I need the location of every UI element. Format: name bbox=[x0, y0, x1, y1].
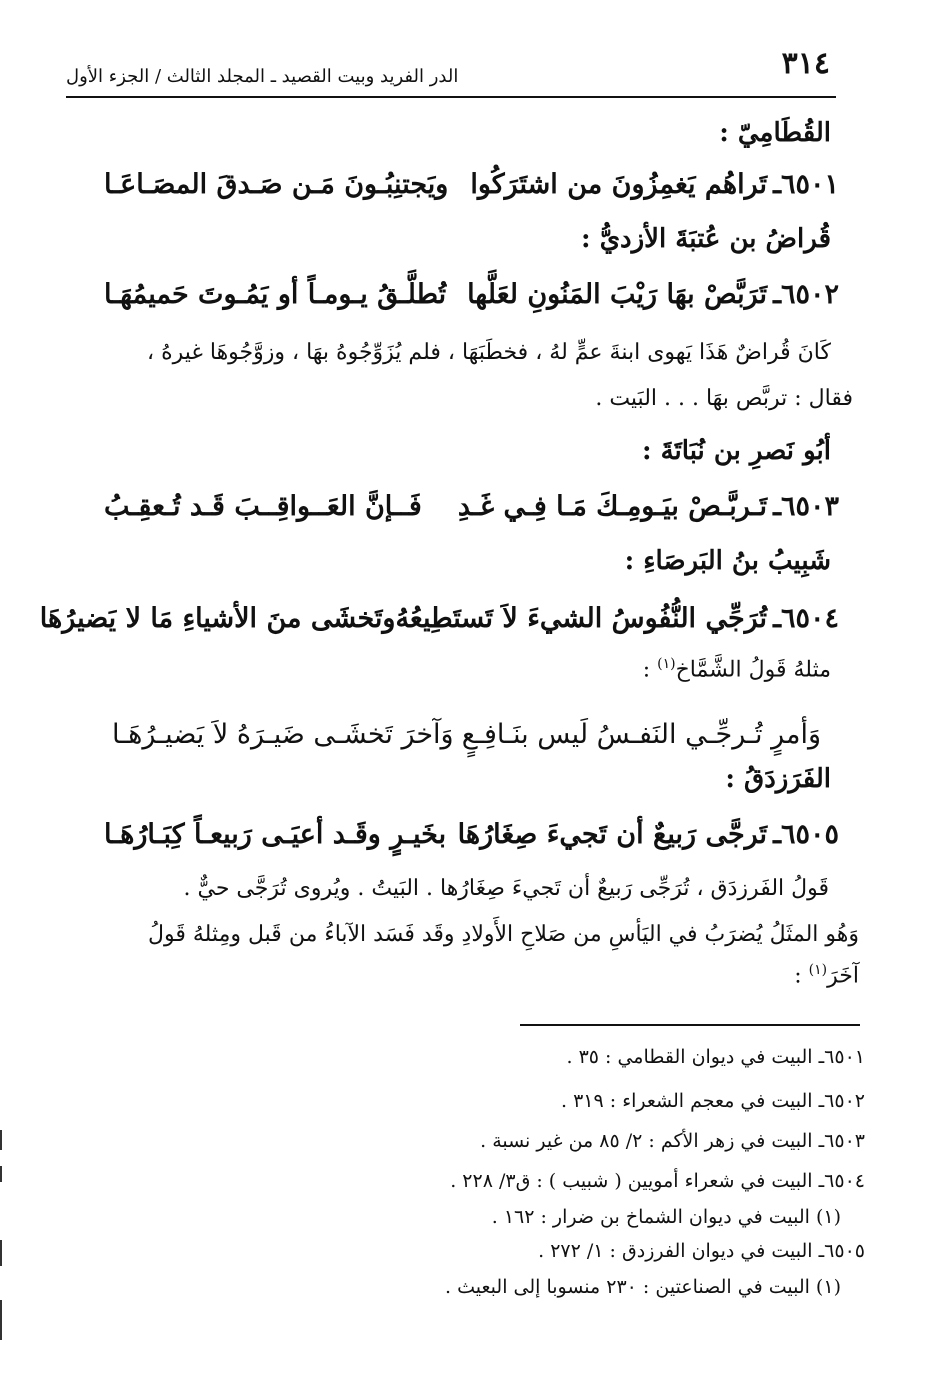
verse-second-hemistich: وَآخرَ تَخشَـى ضَيـرَهُ لاَ يَضيـرُهَـا bbox=[112, 718, 454, 750]
footnote: ٦٥٠٢ـ البيت في معجم الشعراء : ٣١٩ . bbox=[561, 1090, 865, 1112]
footnote: (١) البيت في الصناعتين : ٢٣٠ منسوبا إلى البعيث . bbox=[445, 1276, 841, 1298]
entry-number: ٦٥٠٤ـ bbox=[773, 602, 839, 634]
verse-6503 bbox=[104, 482, 839, 530]
verse-second-hemistich: بخَيـرٍ وقَـد أعيَـى رَبيعـاً كِبَـارُهَـا bbox=[104, 818, 447, 850]
verse-second-hemistich: تُطلَّـقُ يـومـاً أو يَمُـوتَ حَميمُهَـا bbox=[104, 278, 447, 310]
header-rule bbox=[66, 96, 836, 98]
hemistich-text: تَرَبَّصْ بهَا رَيْبَ المَنُونِ لعَلَّها bbox=[467, 278, 768, 310]
verse-6502 bbox=[104, 270, 839, 318]
verse-second-hemistich: فَــإنَّ العَــواقِــبَ قَـد تُـعقِـبُ bbox=[104, 490, 422, 522]
colon: : bbox=[642, 657, 651, 683]
verse-6504 bbox=[39, 594, 839, 642]
mithl-line bbox=[643, 656, 831, 682]
commentary-word: آخَرَ bbox=[827, 963, 859, 989]
scan-margin-mark bbox=[0, 1130, 2, 1150]
verse-first-hemistich bbox=[467, 279, 839, 310]
footnote-marker: (١) bbox=[808, 962, 828, 978]
entry-number: ٦٥٠٥ـ bbox=[773, 818, 839, 850]
verse-second-hemistich: ويَجتنِبُـونَ مَـن صَـدقَ المصَـاعَـا bbox=[104, 168, 449, 200]
footnote-rule bbox=[520, 1024, 860, 1026]
poet-name: قُراضُ بن عُتبَةَ الأزديُّ : bbox=[581, 224, 831, 254]
scan-margin-mark bbox=[0, 1166, 2, 1182]
hemistich-text: تَراهُم يَغمِزُونَ من اشتَرَكُوا bbox=[470, 168, 768, 200]
footnote: ٦٥٠٥ـ البيت في ديوان الفرزدق : ١/ ٢٧٢ . bbox=[538, 1240, 865, 1262]
verse-second-hemistich: وتَخشَى منَ الأشياءِ مَا لا يَضيرُهَا bbox=[39, 602, 396, 634]
entry-number: ٦٥٠١ـ bbox=[773, 168, 839, 200]
footnote: (١) البيت في ديوان الشماخ بن ضرار : ١٦٢ . bbox=[491, 1206, 841, 1228]
verse-6501 bbox=[104, 160, 839, 208]
verse-first-hemistich bbox=[458, 819, 839, 850]
poet-name: أبُو نَصرِ بن نُبَاتَةَ : bbox=[641, 436, 831, 466]
verse-shammakh bbox=[112, 710, 821, 758]
hemistich-text: تَـربَّـصْ بيَـومِـكَ مَـا فِـي غَـدِ bbox=[457, 490, 768, 522]
footnote: ٦٥٠٤ـ البيت في شعراء أمويين ( شبيب ) : ق٣/ ٢٢٨ . bbox=[450, 1170, 865, 1192]
commentary-line: وَهُو المثَلُ يُضرَبُ في اليَأسِ من صَلاحِ الأَولادِ وقَد فَسَد الآباءُ من قَبل ومِثلهُ قَولُ bbox=[148, 922, 859, 947]
verse-6505 bbox=[104, 810, 839, 858]
commentary-line: كَانَ قُراضٌ هَذَا يَهوى ابنةَ عمٍّ لهُ ، فخطَبَهَا ، فلم يُزَوِّجُوهُ بهَا ، وزوَّجُوهَا غيرهُ ، bbox=[146, 340, 831, 365]
poet-name: شَبِيبُ بنُ البَرصَاءِ : bbox=[624, 546, 831, 576]
mithl-label: مثلهُ قَولُ الشَّمَّاخ bbox=[675, 657, 831, 683]
scan-margin-mark bbox=[0, 1300, 2, 1340]
entry-number: ٦٥٠٢ـ bbox=[773, 278, 839, 310]
scan-margin-mark bbox=[0, 1240, 2, 1266]
verse-first-hemistich bbox=[458, 491, 839, 522]
hemistich-text: تُرَجِّي النُّفُوسُ الشيءَ لاَ تَستَطِيعُهُ bbox=[395, 602, 768, 634]
commentary-line: فقال : تربَّص بهَا . . . البَيت . bbox=[595, 386, 853, 411]
verse-first-hemistich bbox=[470, 169, 839, 200]
poet-name: الفَرَزدَقُ : bbox=[725, 764, 831, 794]
commentary-line bbox=[794, 962, 859, 988]
footnote: ٦٥٠٣ـ البيت في زهر الأكم : ٢/ ٨٥ من غير نسبة . bbox=[480, 1130, 865, 1152]
poet-name: القُطَامِيّ : bbox=[719, 118, 831, 148]
page-header bbox=[66, 44, 836, 94]
entry-number: ٦٥٠٣ـ bbox=[773, 490, 839, 522]
page-number: ٣١٤ bbox=[781, 46, 830, 81]
footnote-marker: (١) bbox=[657, 656, 676, 672]
running-title: الدر الفريد وبيت القصيد ـ المجلد الثالث / الجزء الأول bbox=[66, 66, 459, 87]
colon: : bbox=[794, 963, 802, 989]
verse-first-hemistich bbox=[395, 603, 839, 634]
commentary-line: قَولُ الفَرزدَق ، تُرَجِّى رَبيعٌ أن تَجيءَ صِغَارُها . البَيتُ . ويُروى تُرَجَّى حيٌّ . bbox=[183, 876, 829, 901]
footnote: ٦٥٠١ـ البيت في ديوان القطامي : ٣٥ . bbox=[566, 1046, 865, 1068]
verse-first-hemistich: وَأمرٍ تُـرجِّـي النَفـسُ لَيس بنَـافِـعٍ bbox=[461, 718, 821, 750]
hemistich-text: تَرجَّى رَبيعٌ أن تَجيءَ صِغَارُهَا bbox=[457, 818, 768, 850]
